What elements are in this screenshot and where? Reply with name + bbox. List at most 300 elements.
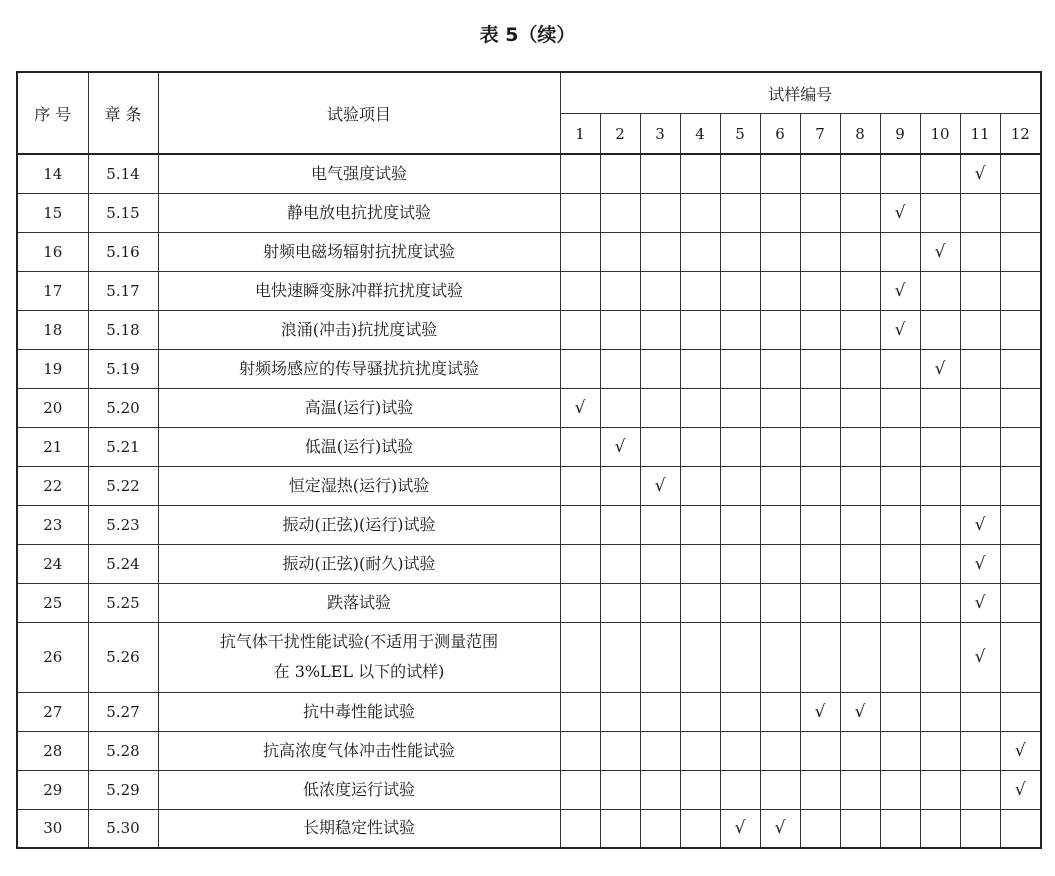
row-seq: 26 — [17, 622, 88, 692]
check-mark-icon: √ — [894, 280, 906, 301]
header-sample-5: 5 — [720, 114, 760, 155]
row-seq: 16 — [17, 232, 88, 271]
sample-cell-4 — [680, 809, 720, 848]
sample-cell-8 — [840, 388, 880, 427]
sample-cell-6 — [760, 731, 800, 770]
sample-cell-12 — [1000, 622, 1041, 692]
row-clause: 5.25 — [88, 583, 158, 622]
row-seq: 30 — [17, 809, 88, 848]
sample-cell-9 — [880, 544, 920, 583]
row-seq: 18 — [17, 310, 88, 349]
row-test-item: 浪涌(冲击)抗扰度试验 — [158, 310, 560, 349]
sample-cell-3 — [640, 770, 680, 809]
sample-cell-2 — [600, 232, 640, 271]
table-row — [17, 622, 1041, 692]
sample-cell-4 — [680, 583, 720, 622]
sample-cell-7 — [800, 770, 840, 809]
sample-cell-2 — [600, 770, 640, 809]
sample-cell-3 — [640, 583, 680, 622]
sample-cell-10 — [920, 770, 960, 809]
sample-cell-5 — [720, 692, 760, 731]
sample-cell-9 — [880, 770, 920, 809]
sample-cell-12 — [1000, 310, 1041, 349]
sample-cell-5 — [720, 622, 760, 692]
sample-cell-12 — [1000, 271, 1041, 310]
sample-cell-4 — [680, 388, 720, 427]
sample-cell-3 — [640, 466, 680, 505]
sample-cell-4 — [680, 731, 720, 770]
check-mark-icon: √ — [774, 818, 786, 839]
sample-cell-1 — [560, 770, 600, 809]
sample-cell-12 — [1000, 731, 1041, 770]
row-clause: 5.18 — [88, 310, 158, 349]
sample-cell-4 — [680, 427, 720, 466]
sample-cell-11 — [960, 310, 1000, 349]
check-mark-icon: √ — [934, 358, 946, 379]
sample-cell-3 — [640, 388, 680, 427]
sample-cell-10 — [920, 505, 960, 544]
sample-cell-10 — [920, 731, 960, 770]
sample-cell-10 — [920, 349, 960, 388]
sample-cell-5 — [720, 349, 760, 388]
sample-cell-2 — [600, 154, 640, 193]
row-clause: 5.16 — [88, 232, 158, 271]
sample-cell-8 — [840, 427, 880, 466]
row-clause: 5.20 — [88, 388, 158, 427]
sample-cell-4 — [680, 544, 720, 583]
sample-cell-7 — [800, 505, 840, 544]
sample-cell-11 — [960, 427, 1000, 466]
header-seq: 序 号 — [17, 72, 88, 154]
row-seq: 20 — [17, 388, 88, 427]
sample-cell-7 — [800, 731, 840, 770]
sample-cell-1 — [560, 427, 600, 466]
sample-cell-8 — [840, 349, 880, 388]
sample-cell-5 — [720, 193, 760, 232]
sample-cell-8 — [840, 809, 880, 848]
sample-cell-6 — [760, 770, 800, 809]
row-clause: 5.17 — [88, 271, 158, 310]
table-row — [17, 193, 1041, 232]
sample-cell-5 — [720, 770, 760, 809]
sample-cell-8 — [840, 692, 880, 731]
sample-cell-1 — [560, 583, 600, 622]
sample-cell-3 — [640, 193, 680, 232]
sample-cell-12 — [1000, 154, 1041, 193]
sample-cell-5 — [720, 232, 760, 271]
sample-cell-10 — [920, 622, 960, 692]
row-seq: 23 — [17, 505, 88, 544]
table-row — [17, 544, 1041, 583]
sample-cell-12 — [1000, 349, 1041, 388]
row-test-item: 抗高浓度气体冲击性能试验 — [158, 731, 560, 770]
sample-cell-10 — [920, 809, 960, 848]
sample-cell-11 — [960, 349, 1000, 388]
header-sample-8: 8 — [840, 114, 880, 155]
sample-cell-4 — [680, 232, 720, 271]
sample-cell-6 — [760, 271, 800, 310]
sample-cell-9 — [880, 809, 920, 848]
row-seq: 25 — [17, 583, 88, 622]
check-mark-icon: √ — [894, 202, 906, 223]
sample-cell-8 — [840, 271, 880, 310]
sample-cell-12 — [1000, 427, 1041, 466]
sample-cell-7 — [800, 310, 840, 349]
sample-cell-8 — [840, 232, 880, 271]
sample-cell-6 — [760, 692, 800, 731]
row-test-item: 跌落试验 — [158, 583, 560, 622]
sample-cell-1 — [560, 731, 600, 770]
table-row — [17, 388, 1041, 427]
table-row — [17, 809, 1041, 848]
sample-cell-1 — [560, 349, 600, 388]
row-seq: 14 — [17, 154, 88, 193]
row-seq: 19 — [17, 349, 88, 388]
row-test-item: 低温(运行)试验 — [158, 427, 560, 466]
sample-cell-7 — [800, 692, 840, 731]
row-seq: 27 — [17, 692, 88, 731]
header-sample-6: 6 — [760, 114, 800, 155]
check-mark-icon: √ — [894, 319, 906, 340]
sample-cell-10 — [920, 154, 960, 193]
sample-cell-12 — [1000, 583, 1041, 622]
sample-cell-7 — [800, 583, 840, 622]
sample-cell-7 — [800, 349, 840, 388]
sample-cell-8 — [840, 505, 880, 544]
sample-cell-6 — [760, 310, 800, 349]
sample-cell-11 — [960, 544, 1000, 583]
sample-cell-10 — [920, 193, 960, 232]
sample-cell-9 — [880, 692, 920, 731]
sample-cell-12 — [1000, 193, 1041, 232]
row-test-item: 低浓度运行试验 — [158, 770, 560, 809]
row-seq: 15 — [17, 193, 88, 232]
sample-cell-11 — [960, 154, 1000, 193]
sample-cell-6 — [760, 427, 800, 466]
check-mark-icon: √ — [574, 397, 586, 418]
sample-cell-9 — [880, 583, 920, 622]
sample-cell-10 — [920, 583, 960, 622]
row-test-item: 电气强度试验 — [158, 154, 560, 193]
sample-cell-2 — [600, 310, 640, 349]
check-mark-icon: √ — [814, 701, 826, 722]
header-sample-7: 7 — [800, 114, 840, 155]
sample-cell-6 — [760, 809, 800, 848]
sample-cell-10 — [920, 466, 960, 505]
sample-cell-1 — [560, 544, 600, 583]
row-test-item: 振动(正弦)(耐久)试验 — [158, 544, 560, 583]
sample-cell-4 — [680, 505, 720, 544]
sample-cell-3 — [640, 544, 680, 583]
sample-cell-4 — [680, 193, 720, 232]
sample-cell-4 — [680, 310, 720, 349]
sample-cell-7 — [800, 388, 840, 427]
sample-cell-6 — [760, 583, 800, 622]
sample-cell-8 — [840, 310, 880, 349]
sample-cell-9 — [880, 154, 920, 193]
check-mark-icon: √ — [974, 647, 986, 667]
sample-cell-5 — [720, 388, 760, 427]
sample-cell-6 — [760, 544, 800, 583]
sample-cell-3 — [640, 731, 680, 770]
check-mark-icon: √ — [934, 241, 946, 262]
sample-cell-8 — [840, 466, 880, 505]
sample-cell-3 — [640, 809, 680, 848]
row-clause: 5.22 — [88, 466, 158, 505]
row-clause: 5.15 — [88, 193, 158, 232]
sample-cell-12 — [1000, 505, 1041, 544]
sample-cell-8 — [840, 544, 880, 583]
sample-cell-8 — [840, 731, 880, 770]
sample-cell-8 — [840, 154, 880, 193]
sample-cell-12 — [1000, 388, 1041, 427]
row-test-item: 振动(正弦)(运行)试验 — [158, 505, 560, 544]
row-seq: 29 — [17, 770, 88, 809]
sample-cell-2 — [600, 622, 640, 692]
table-row — [17, 271, 1041, 310]
sample-cell-4 — [680, 770, 720, 809]
sample-cell-4 — [680, 154, 720, 193]
header-sample-2: 2 — [600, 114, 640, 155]
sample-cell-7 — [800, 622, 840, 692]
sample-cell-10 — [920, 388, 960, 427]
sample-cell-2 — [600, 271, 640, 310]
sample-cell-5 — [720, 310, 760, 349]
sample-cell-3 — [640, 427, 680, 466]
table-row — [17, 692, 1041, 731]
sample-cell-11 — [960, 388, 1000, 427]
sample-cell-11 — [960, 622, 1000, 692]
row-seq: 17 — [17, 271, 88, 310]
row-test-item: 电快速瞬变脉冲群抗扰度试验 — [158, 271, 560, 310]
sample-cell-10 — [920, 544, 960, 583]
sample-cell-7 — [800, 427, 840, 466]
sample-cell-1 — [560, 692, 600, 731]
row-seq: 22 — [17, 466, 88, 505]
row-seq: 24 — [17, 544, 88, 583]
header-sample-3: 3 — [640, 114, 680, 155]
check-mark-icon: √ — [974, 592, 986, 613]
sample-cell-6 — [760, 505, 800, 544]
check-mark-icon: √ — [734, 818, 746, 839]
sample-cell-7 — [800, 544, 840, 583]
sample-cell-9 — [880, 731, 920, 770]
table-row — [17, 583, 1041, 622]
sample-cell-3 — [640, 349, 680, 388]
sample-cell-5 — [720, 731, 760, 770]
check-mark-icon: √ — [614, 436, 626, 457]
sample-cell-11 — [960, 583, 1000, 622]
sample-cell-10 — [920, 692, 960, 731]
check-mark-icon: √ — [654, 475, 666, 496]
table-row — [17, 427, 1041, 466]
test-matrix-table — [16, 71, 1042, 849]
row-seq: 28 — [17, 731, 88, 770]
table-row — [17, 310, 1041, 349]
row-clause: 5.14 — [88, 154, 158, 193]
sample-cell-7 — [800, 466, 840, 505]
sample-cell-11 — [960, 731, 1000, 770]
row-clause: 5.30 — [88, 809, 158, 848]
sample-cell-4 — [680, 271, 720, 310]
sample-cell-3 — [640, 232, 680, 271]
header-sample-10: 10 — [920, 114, 960, 155]
sample-cell-12 — [1000, 770, 1041, 809]
sample-cell-6 — [760, 154, 800, 193]
sample-cell-3 — [640, 271, 680, 310]
sample-cell-7 — [800, 271, 840, 310]
row-test-item: 抗中毒性能试验 — [158, 692, 560, 731]
sample-cell-4 — [680, 622, 720, 692]
sample-cell-11 — [960, 193, 1000, 232]
row-clause: 5.19 — [88, 349, 158, 388]
row-seq: 21 — [17, 427, 88, 466]
sample-cell-3 — [640, 622, 680, 692]
sample-cell-12 — [1000, 466, 1041, 505]
check-mark-icon: √ — [974, 553, 986, 574]
sample-cell-11 — [960, 232, 1000, 271]
table-row — [17, 505, 1041, 544]
sample-cell-2 — [600, 809, 640, 848]
header-item: 试验项目 — [158, 72, 560, 154]
header-sample-11: 11 — [960, 114, 1000, 155]
table-row — [17, 466, 1041, 505]
sample-cell-9 — [880, 193, 920, 232]
sample-cell-1 — [560, 193, 600, 232]
sample-cell-2 — [600, 731, 640, 770]
sample-cell-11 — [960, 271, 1000, 310]
sample-cell-9 — [880, 349, 920, 388]
row-clause: 5.29 — [88, 770, 158, 809]
check-mark-icon: √ — [1014, 740, 1026, 761]
row-test-item: 射频场感应的传导骚扰抗扰度试验 — [158, 349, 560, 388]
check-mark-icon: √ — [974, 514, 986, 535]
table-caption: 表 5（续） — [479, 24, 576, 46]
table-row — [17, 731, 1041, 770]
header-clause: 章 条 — [88, 72, 158, 154]
sample-cell-9 — [880, 232, 920, 271]
table-row — [17, 232, 1041, 271]
row-clause: 5.26 — [88, 622, 158, 692]
sample-cell-5 — [720, 544, 760, 583]
sample-cell-3 — [640, 692, 680, 731]
sample-cell-5 — [720, 271, 760, 310]
row-test-item: 长期稳定性试验 — [158, 809, 560, 848]
row-clause: 5.24 — [88, 544, 158, 583]
check-mark-icon: √ — [854, 701, 866, 722]
sample-cell-5 — [720, 466, 760, 505]
sample-cell-9 — [880, 505, 920, 544]
sample-cell-4 — [680, 692, 720, 731]
sample-cell-2 — [600, 427, 640, 466]
header-sample-group: 试样编号 — [560, 72, 1041, 114]
sample-cell-8 — [840, 770, 880, 809]
sample-cell-2 — [600, 349, 640, 388]
sample-cell-1 — [560, 809, 600, 848]
sample-cell-11 — [960, 809, 1000, 848]
sample-cell-10 — [920, 310, 960, 349]
table-row — [17, 154, 1041, 193]
header-sample-12: 12 — [1000, 114, 1041, 155]
sample-cell-1 — [560, 622, 600, 692]
sample-cell-1 — [560, 310, 600, 349]
row-clause: 5.23 — [88, 505, 158, 544]
sample-cell-8 — [840, 193, 880, 232]
sample-cell-6 — [760, 622, 800, 692]
sample-cell-11 — [960, 692, 1000, 731]
sample-cell-11 — [960, 505, 1000, 544]
sample-cell-7 — [800, 154, 840, 193]
sample-cell-9 — [880, 388, 920, 427]
row-clause: 5.21 — [88, 427, 158, 466]
sample-cell-4 — [680, 466, 720, 505]
sample-cell-12 — [1000, 544, 1041, 583]
sample-cell-4 — [680, 349, 720, 388]
sample-cell-7 — [800, 232, 840, 271]
sample-cell-3 — [640, 154, 680, 193]
sample-cell-6 — [760, 349, 800, 388]
sample-cell-12 — [1000, 232, 1041, 271]
sample-cell-7 — [800, 809, 840, 848]
row-test-item: 高温(运行)试验 — [158, 388, 560, 427]
sample-cell-2 — [600, 466, 640, 505]
sample-cell-6 — [760, 193, 800, 232]
sample-cell-10 — [920, 232, 960, 271]
sample-cell-1 — [560, 505, 600, 544]
sample-cell-9 — [880, 622, 920, 692]
sample-cell-11 — [960, 466, 1000, 505]
row-test-item: 射频电磁场辐射抗扰度试验 — [158, 232, 560, 271]
sample-cell-2 — [600, 692, 640, 731]
row-test-item: 恒定湿热(运行)试验 — [158, 466, 560, 505]
sample-cell-12 — [1000, 692, 1041, 731]
sample-cell-2 — [600, 193, 640, 232]
table-row — [17, 349, 1041, 388]
sample-cell-11 — [960, 770, 1000, 809]
header-sample-1: 1 — [560, 114, 600, 155]
sample-cell-1 — [560, 271, 600, 310]
sample-cell-10 — [920, 427, 960, 466]
sample-cell-3 — [640, 310, 680, 349]
sample-cell-12 — [1000, 809, 1041, 848]
sample-cell-10 — [920, 271, 960, 310]
sample-cell-7 — [800, 193, 840, 232]
row-clause: 5.28 — [88, 731, 158, 770]
sample-cell-2 — [600, 505, 640, 544]
sample-cell-9 — [880, 310, 920, 349]
row-clause: 5.27 — [88, 692, 158, 731]
sample-cell-2 — [600, 388, 640, 427]
row-test-item: 静电放电抗扰度试验 — [158, 193, 560, 232]
sample-cell-1 — [560, 154, 600, 193]
table-row — [17, 770, 1041, 809]
sample-cell-1 — [560, 388, 600, 427]
sample-cell-8 — [840, 622, 880, 692]
check-mark-icon: √ — [974, 163, 986, 184]
sample-cell-5 — [720, 427, 760, 466]
sample-cell-5 — [720, 154, 760, 193]
header-sample-9: 9 — [880, 114, 920, 155]
header-sample-4: 4 — [680, 114, 720, 155]
sample-cell-5 — [720, 583, 760, 622]
row-test-item: 抗气体干扰性能试验(不适用于测量范围 在 3%LEL 以下的试样) — [158, 622, 560, 692]
sample-cell-9 — [880, 427, 920, 466]
sample-cell-9 — [880, 271, 920, 310]
sample-cell-3 — [640, 505, 680, 544]
sample-cell-1 — [560, 232, 600, 271]
sample-cell-6 — [760, 388, 800, 427]
sample-cell-8 — [840, 583, 880, 622]
